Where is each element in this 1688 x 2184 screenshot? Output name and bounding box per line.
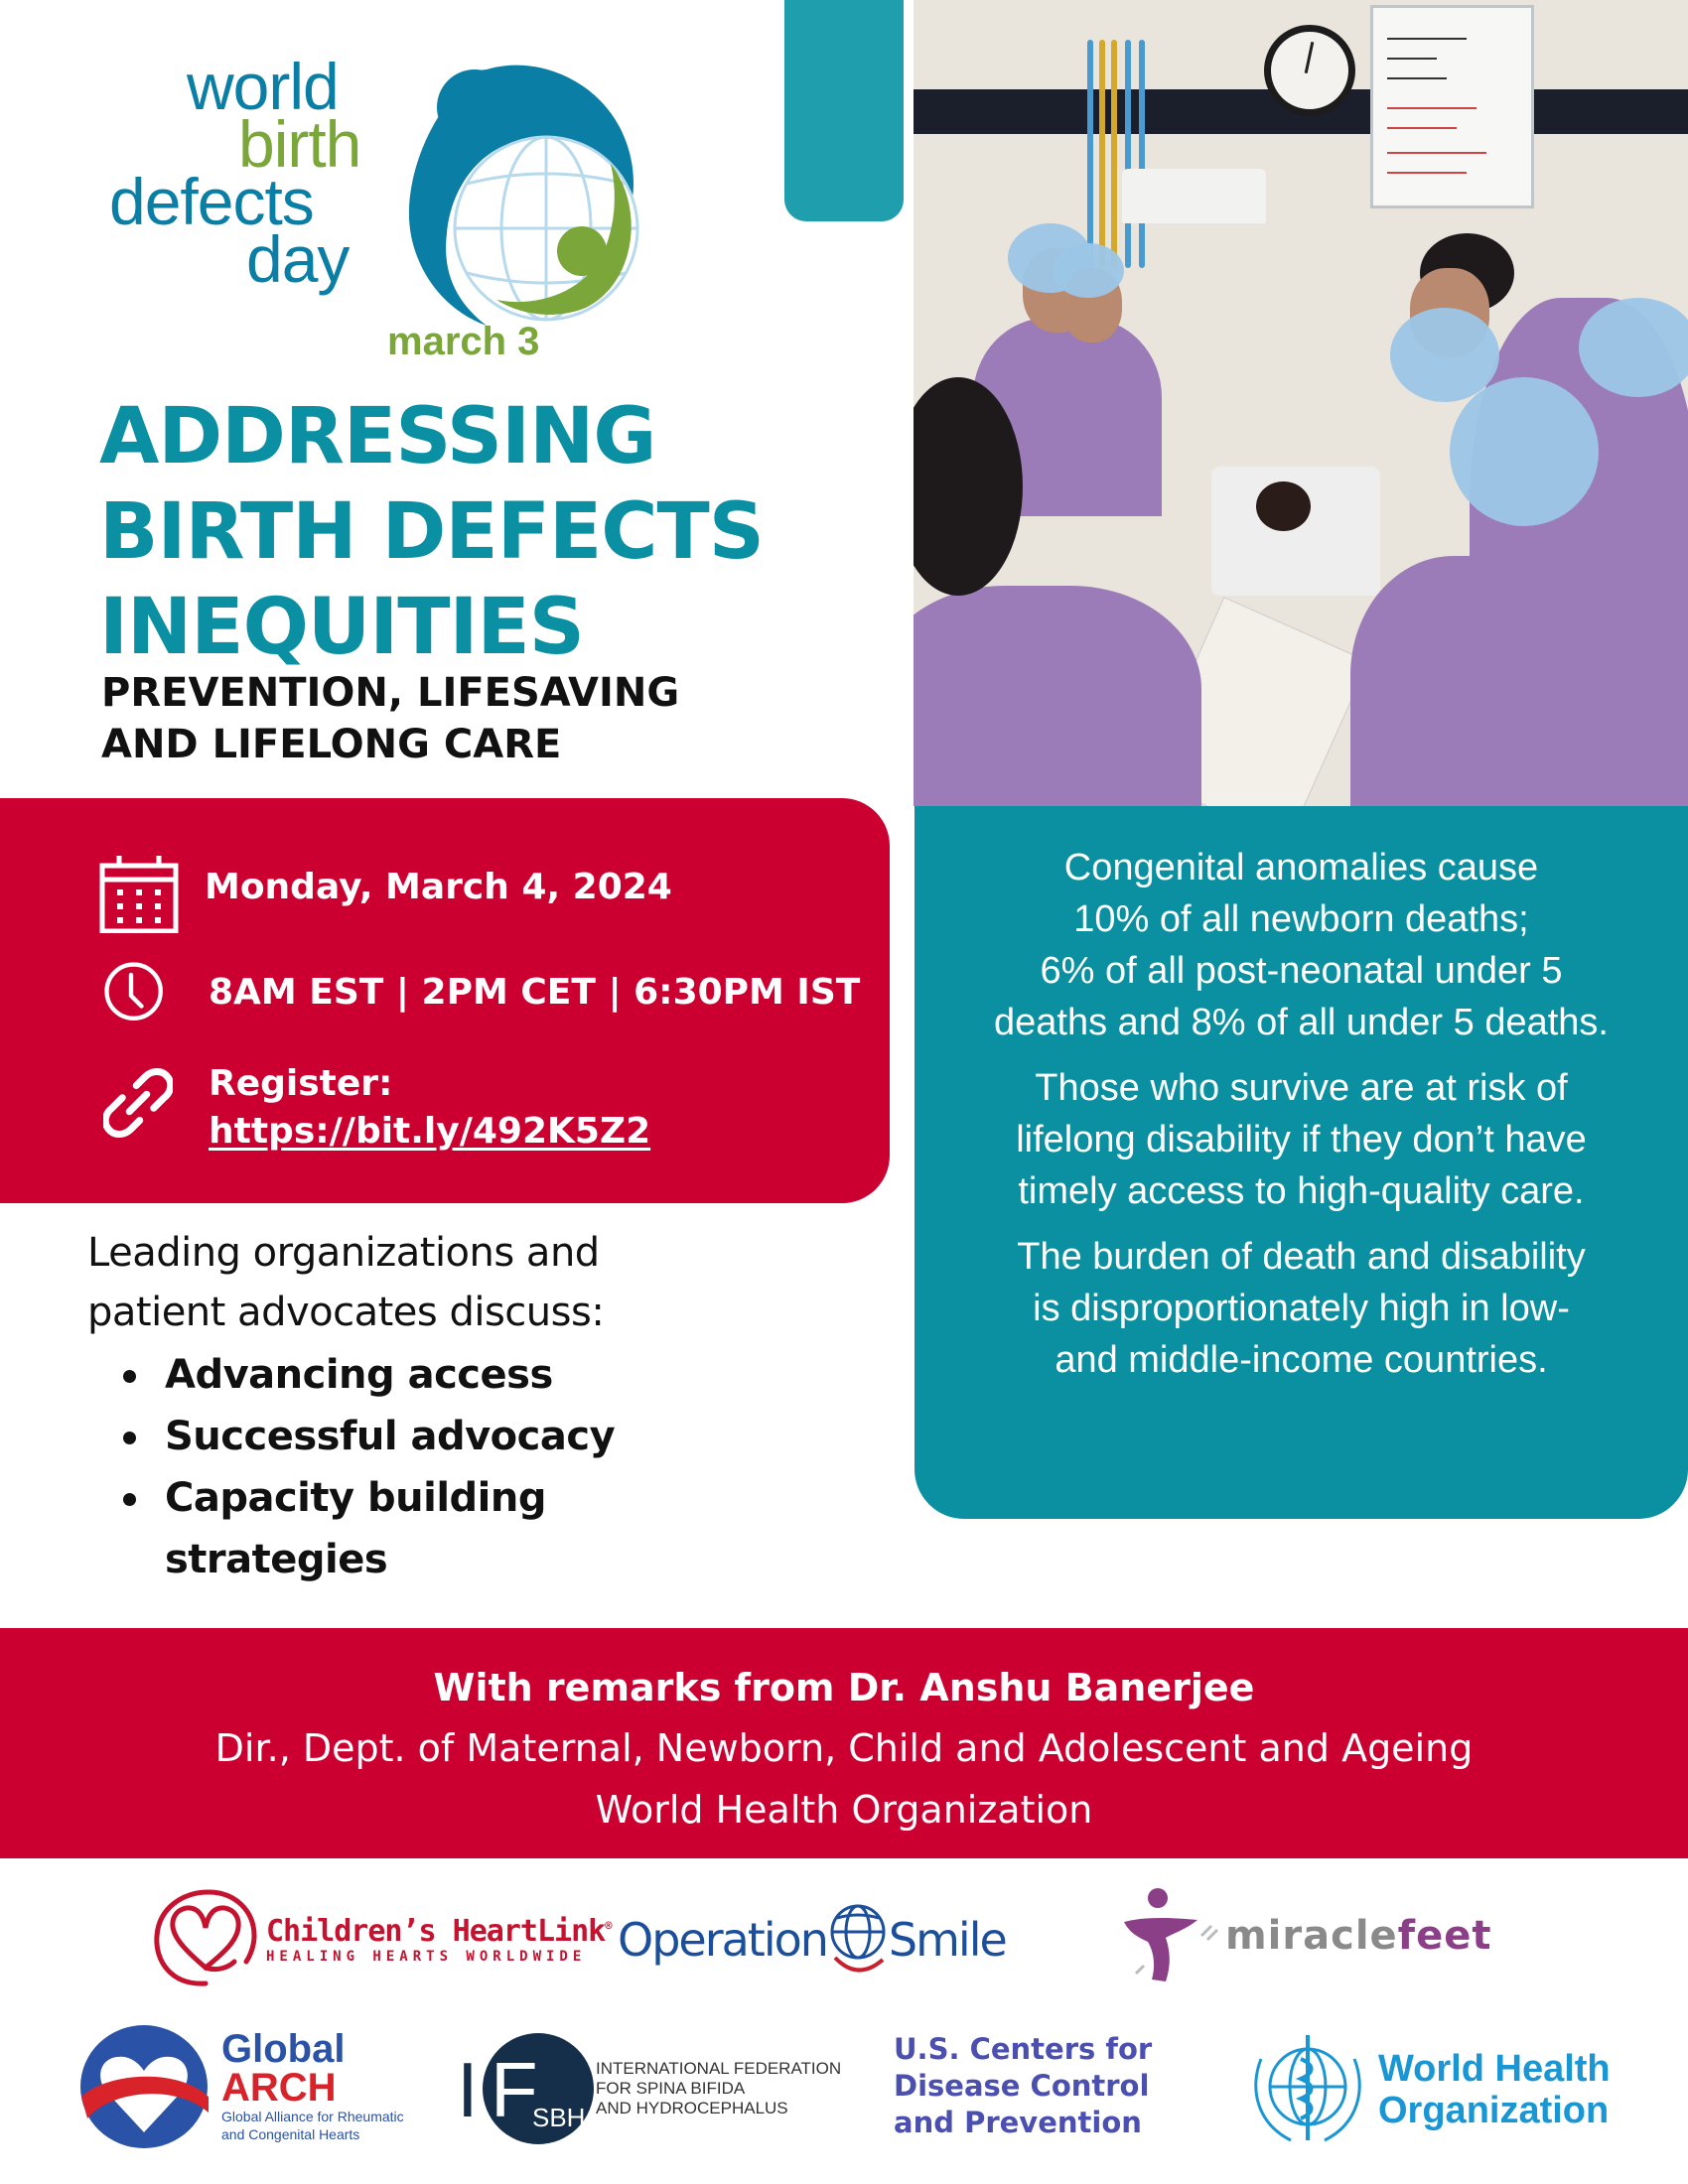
fact-line: 6% of all post-neonatal under 5 bbox=[1040, 950, 1563, 992]
decorative-teal-block bbox=[784, 0, 904, 221]
fact-line: Those who survive are at risk of bbox=[1035, 1067, 1568, 1109]
fact-line: Congenital anomalies cause bbox=[1063, 847, 1539, 888]
fact-paragraph bbox=[934, 842, 1669, 1048]
facts-box bbox=[914, 806, 1688, 1519]
discussion-intro-line: Leading organizations and bbox=[87, 1230, 600, 1276]
clock-icon bbox=[103, 961, 173, 1030]
list-item: Successful advocacy bbox=[87, 1406, 723, 1467]
global-arch-logo bbox=[77, 2023, 404, 2150]
logo-date: march 3 bbox=[387, 320, 540, 363]
photo-pipe bbox=[1087, 40, 1093, 268]
heartlink-name: Children’s HeartLink bbox=[266, 1913, 606, 1949]
logo-word-birth: birth bbox=[238, 107, 361, 181]
arch-sub1: Global Alliance for Rheumatic bbox=[221, 2109, 404, 2124]
cdc-line: U.S. Centers for bbox=[894, 2032, 1153, 2066]
title-line: ADDRESSING bbox=[99, 392, 656, 481]
event-register-row bbox=[99, 1060, 650, 1156]
discussion-intro-line: patient advocates discuss: bbox=[87, 1290, 605, 1335]
fact-paragraph bbox=[934, 1062, 1669, 1217]
logo-word-day: day bbox=[246, 222, 350, 296]
arch-sub2: and Congenital Hearts bbox=[221, 2126, 360, 2142]
fact-line: lifelong disability if they don’t have bbox=[1016, 1119, 1587, 1160]
ifsbh-letter-f: F bbox=[491, 2046, 538, 2133]
globe-smile-icon bbox=[825, 1898, 891, 1981]
ifsbh-letters-sbh: SBH bbox=[532, 2103, 586, 2132]
photo-person bbox=[1350, 556, 1609, 806]
mother-child-globe-icon bbox=[397, 60, 645, 328]
ifsbh-mark bbox=[455, 2033, 594, 2144]
discussion-list bbox=[87, 1344, 723, 1590]
miraclefeet-word-right: feet bbox=[1397, 1913, 1492, 1959]
event-time: 8AM EST | 2PM CET | 6:30PM IST bbox=[209, 972, 861, 1013]
heart-arch-icon bbox=[77, 2023, 211, 2150]
photo-clock bbox=[1264, 25, 1355, 116]
who-logo bbox=[1243, 2029, 1611, 2150]
list-item: Advancing access bbox=[87, 1344, 723, 1406]
page-subtitle bbox=[101, 667, 796, 770]
ifsbh-line: FOR SPINA BIFIDA bbox=[596, 2079, 746, 2098]
logo-word-world: world bbox=[187, 50, 339, 123]
ifsbh-letter-i: I bbox=[457, 2046, 479, 2133]
who-emblem-icon bbox=[1243, 2029, 1372, 2150]
ifsbh-line: INTERNATIONAL FEDERATION bbox=[596, 2059, 842, 2078]
opsmile-word-right: Smile bbox=[888, 1913, 1006, 1967]
who-line: Organization bbox=[1378, 2090, 1610, 2131]
photo-person bbox=[914, 586, 1201, 806]
ifsbh-logo bbox=[455, 2033, 841, 2144]
ifsbh-line: AND HYDROCEPHALUS bbox=[596, 2099, 788, 2117]
fact-paragraph bbox=[934, 1231, 1669, 1386]
speaker-role: Dir., Dept. of Maternal, Newborn, Child and Adolescent and Ageing bbox=[214, 1726, 1474, 1770]
link-icon bbox=[103, 1068, 173, 1138]
photo-whiteboard bbox=[1370, 5, 1534, 208]
photo-pipe bbox=[1111, 40, 1117, 268]
miraclefeet-logo bbox=[1116, 1886, 1491, 1985]
operation-smile-logo bbox=[618, 1898, 1006, 1981]
event-date-row bbox=[99, 854, 672, 933]
clinical-team-photo bbox=[914, 0, 1688, 806]
running-figure-icon bbox=[1116, 1886, 1225, 1985]
miraclefeet-word-left: miracle bbox=[1225, 1913, 1398, 1959]
cdc-logo bbox=[894, 2031, 1152, 2141]
register-link[interactable]: https://bit.ly/492K5Z2 bbox=[209, 1111, 651, 1152]
speaker-name: With remarks from Dr. Anshu Banerjee bbox=[433, 1666, 1255, 1709]
childrens-heartlink-logo bbox=[151, 1886, 611, 1991]
heart-swirl-icon bbox=[151, 1886, 260, 1991]
title-line: BIRTH DEFECTS bbox=[99, 487, 764, 577]
cdc-line: Disease Control bbox=[894, 2069, 1150, 2103]
fact-line: is disproportionately high in low- bbox=[1033, 1288, 1570, 1329]
speaker-organization: World Health Organization bbox=[595, 1788, 1093, 1832]
fact-line: and middle-income countries. bbox=[1055, 1339, 1548, 1381]
fact-line: The burden of death and disability bbox=[1017, 1236, 1586, 1278]
arch-line1: Global bbox=[221, 2027, 346, 2071]
discussion-intro bbox=[87, 1223, 723, 1342]
heartlink-tagline: HEALING HEARTS WORLDWIDE bbox=[266, 1948, 587, 1965]
photo-pipe bbox=[1139, 40, 1145, 268]
photo-infant bbox=[1256, 481, 1311, 531]
photo-pipe bbox=[1125, 40, 1131, 268]
event-time-row bbox=[99, 961, 860, 1030]
title-line: INEQUITIES bbox=[99, 583, 584, 672]
photo-pipe bbox=[1099, 40, 1105, 268]
page-title bbox=[99, 389, 854, 675]
calendar-icon bbox=[99, 854, 179, 933]
register-block bbox=[209, 1060, 650, 1156]
photo-infant-warmer bbox=[1122, 169, 1266, 223]
logo-word-defects: defects bbox=[109, 165, 314, 238]
fact-line: timely access to high-quality care. bbox=[1018, 1170, 1585, 1212]
remarks-banner bbox=[0, 1628, 1688, 1858]
list-item: Capacity building strategies bbox=[87, 1467, 554, 1590]
subtitle-line: PREVENTION, LIFESAVING bbox=[101, 670, 680, 716]
register-label: Register: bbox=[209, 1063, 393, 1104]
who-line: World Health bbox=[1378, 2048, 1611, 2090]
opsmile-word-left: Operation bbox=[618, 1913, 827, 1967]
registered-mark: ® bbox=[605, 1918, 612, 1933]
event-details-card bbox=[0, 798, 890, 1203]
world-birth-defects-day-logo bbox=[99, 50, 655, 377]
cdc-line: and Prevention bbox=[894, 2106, 1142, 2139]
subtitle-line: AND LIFELONG CARE bbox=[101, 722, 562, 767]
fact-line: deaths and 8% of all under 5 deaths. bbox=[993, 1002, 1609, 1043]
arch-line2: ARCH bbox=[221, 2066, 337, 2110]
event-date: Monday, March 4, 2024 bbox=[205, 867, 672, 907]
discussion-topics bbox=[87, 1223, 723, 1590]
fact-line: 10% of all newborn deaths; bbox=[1073, 898, 1529, 940]
